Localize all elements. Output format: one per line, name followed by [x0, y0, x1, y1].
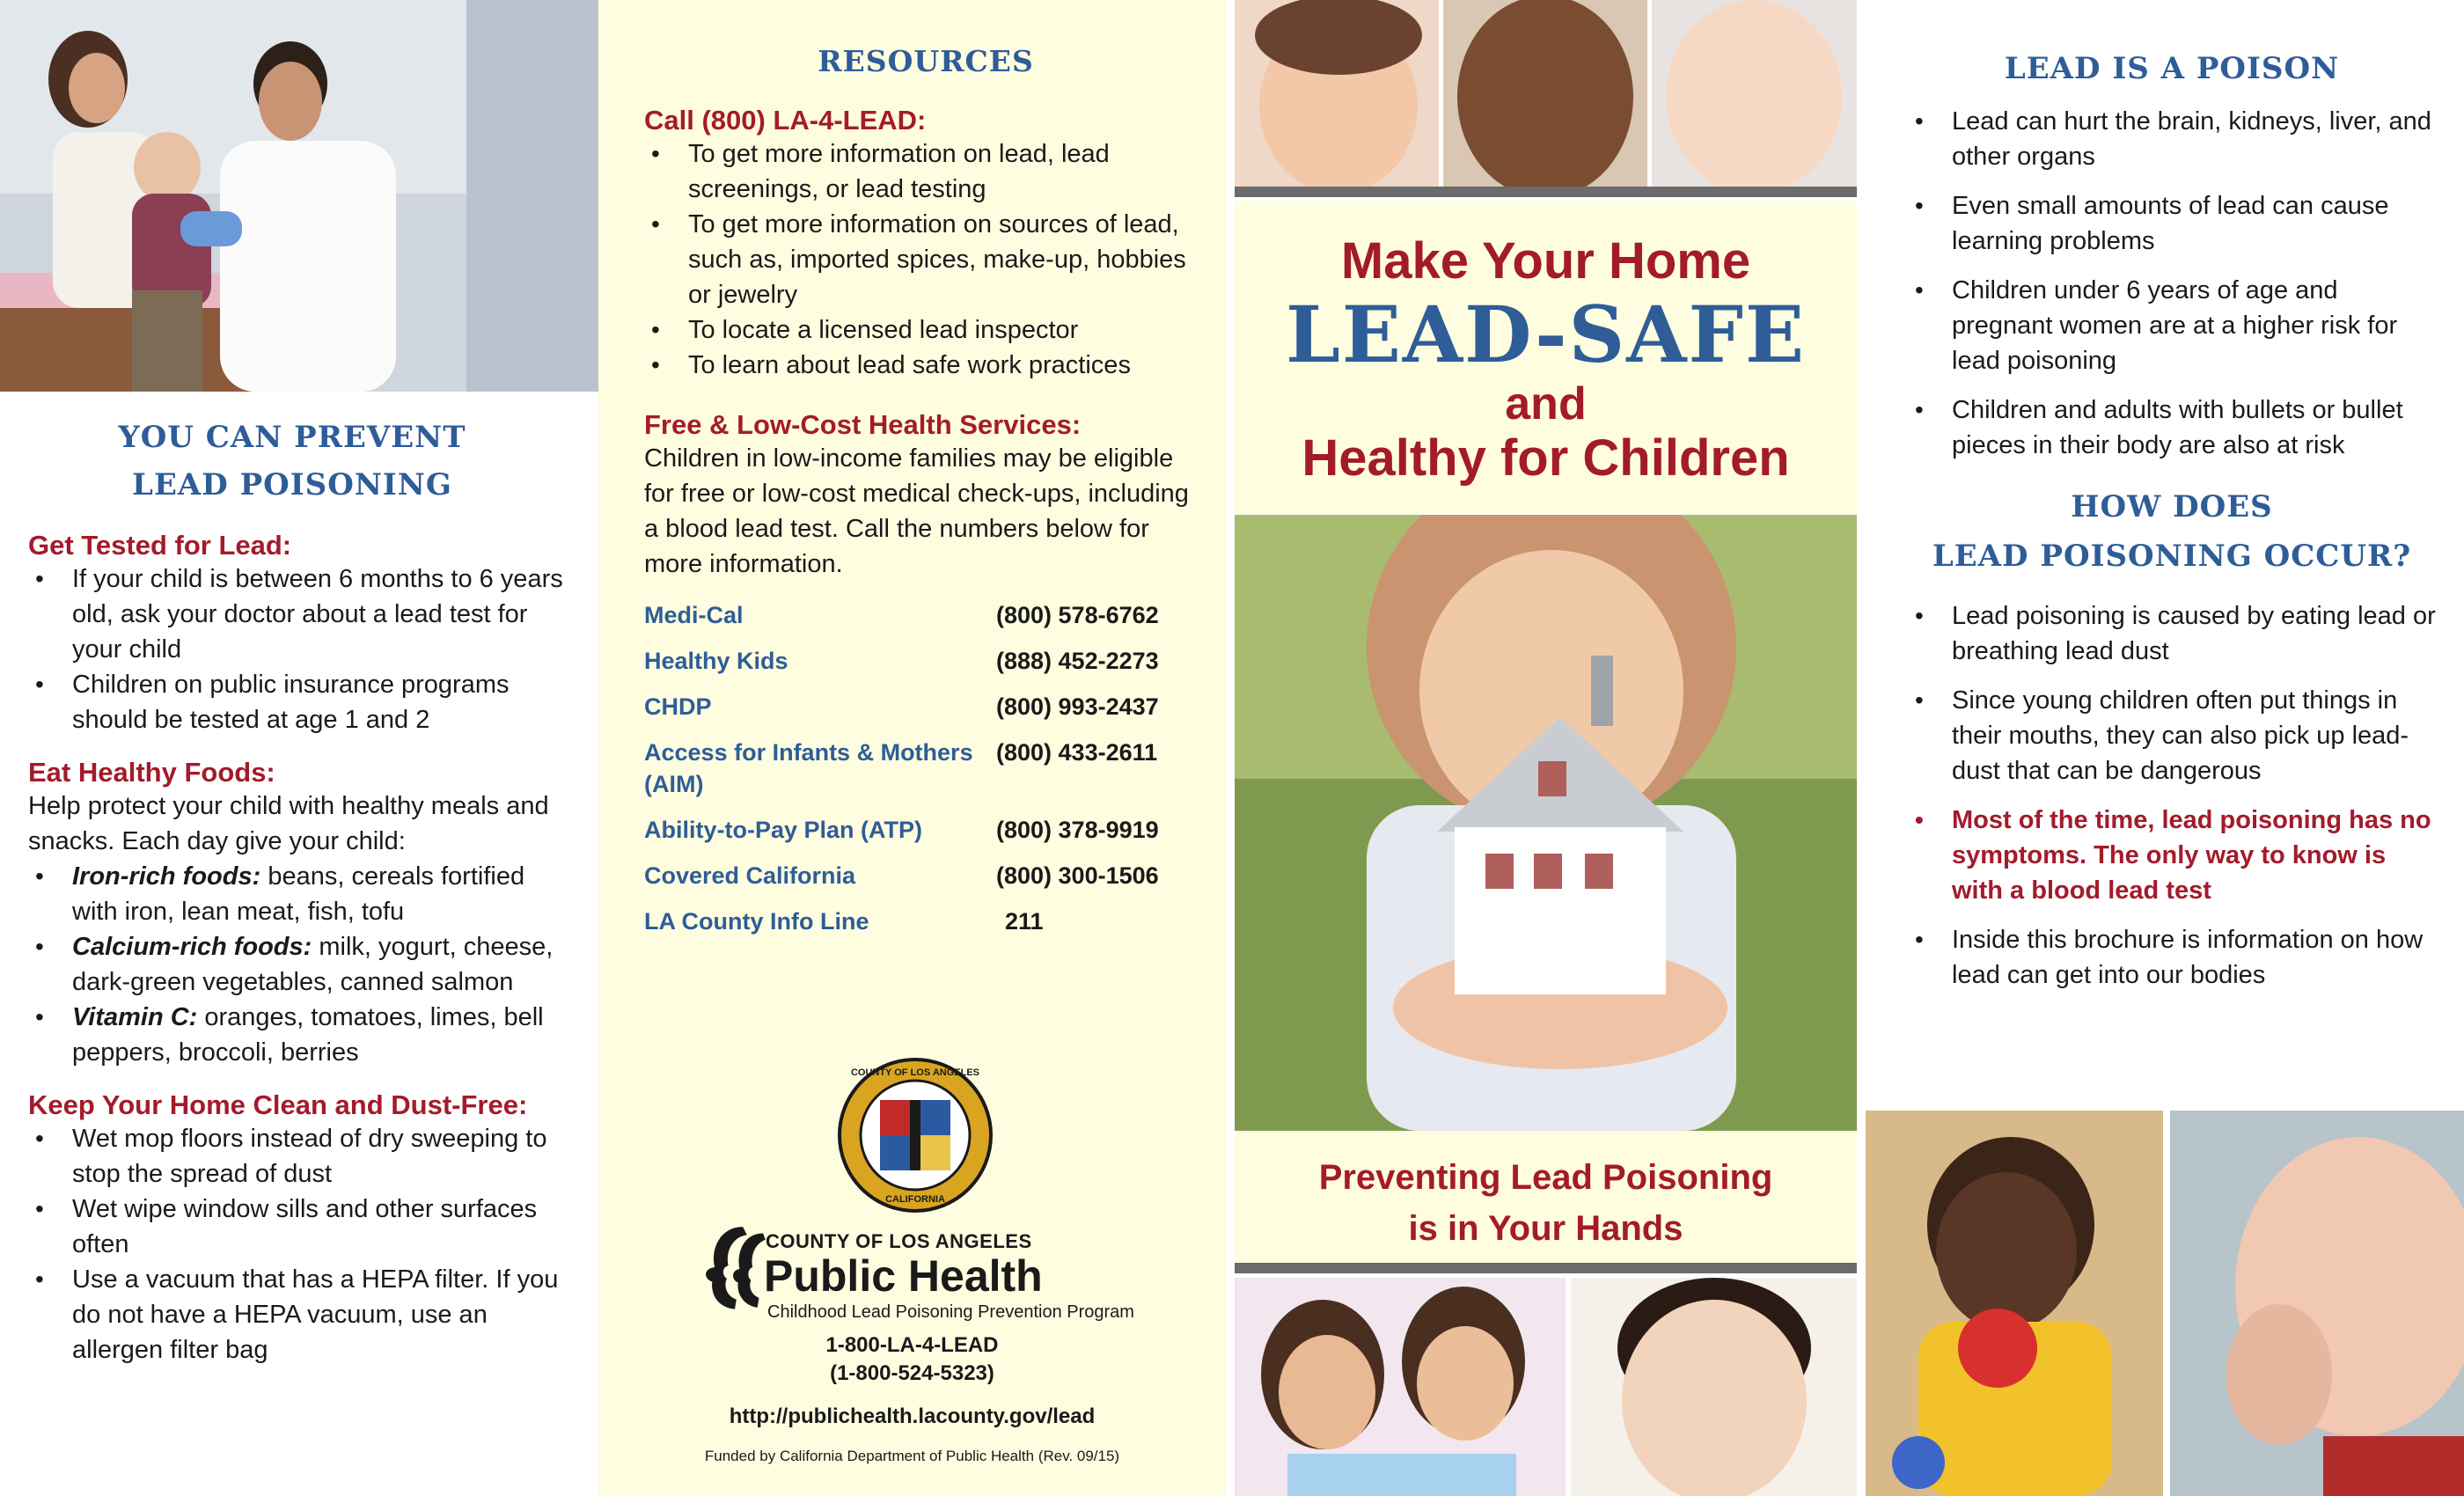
doctor-child-photo [0, 0, 598, 392]
prevent-content [28, 414, 574, 1368]
prevent-heading-line1: YOU CAN PREVENT [118, 420, 466, 455]
title-and: and [1505, 378, 1587, 429]
public-health-logo [686, 1214, 1179, 1320]
program-name: Medi-Cal [644, 602, 744, 628]
list-item: • To get more information on sources of lead, such as, imported spices, make-up, hobbies or jewelry [644, 207, 1207, 312]
list-item: • Children under 6 years of age and pregnant women are at a higher risk for lead poisoning [1908, 273, 2436, 378]
phone-number: (800) 300-1506 [996, 862, 1159, 889]
health-services-text: Children in low-income families may be eligible for free or low-cost medical check-ups, including a blood lead test. Call the numbers below for more information. [644, 444, 1189, 578]
food-label: Calcium-rich foods: [72, 933, 312, 961]
title-line3: Healthy for Children [1302, 429, 1790, 487]
list-item: • Wet mop floors instead of dry sweeping to stop the spread of dust [28, 1121, 574, 1192]
call-title: Call (800) LA-4-LEAD: [644, 105, 927, 136]
title-box [1235, 201, 1857, 513]
list-item: • To locate a licensed lead inspector [644, 312, 1207, 348]
list-item: • Children and adults with bullets or bullet pieces in their body are also at risk [1908, 392, 2436, 463]
list-item: • To learn about lead safe work practices [644, 348, 1207, 383]
food-text: milk, yogurt, cheese, dark-green vegetables, canned salmon [72, 933, 554, 996]
list-item: • Lead can hurt the brain, kidneys, liver, and other organs [1908, 104, 2436, 174]
table-row [644, 638, 1207, 684]
table-row [644, 853, 1207, 898]
panel-prevent [0, 0, 598, 1496]
list-item [28, 1000, 574, 1070]
divider-bottom [1235, 1263, 1857, 1273]
phone-table [644, 592, 1207, 944]
keep-clean-title: Keep Your Home Clean and Dust-Free: [28, 1089, 528, 1120]
table-row [644, 898, 1207, 944]
hands-box [1235, 1131, 1857, 1263]
hands-line2: is in Your Hands [1408, 1209, 1683, 1248]
list-item: • Wet wipe window sills and other surfaces often [28, 1192, 574, 1262]
occur-heading-line2: LEAD POISONING OCCUR? [1932, 539, 2412, 574]
funded-note: Funded by California Department of Public Health (Rev. 09/15) [704, 1448, 1120, 1464]
panel-resources [598, 0, 1226, 1496]
poison-heading: LEAD IS A POISON [2004, 51, 2340, 86]
hands-line1: Preventing Lead Poisoning [1318, 1158, 1773, 1197]
toddlers-photo [1866, 1111, 2464, 1496]
logo-name: Public Health [764, 1251, 1043, 1301]
phone-number: (800) 378-9919 [996, 817, 1159, 843]
food-label: Vitamin C: [72, 1003, 198, 1031]
county-seal [836, 1056, 994, 1214]
table-row [644, 684, 1207, 730]
child-house-photo [1235, 515, 1857, 1131]
seal-top-text: COUNTY OF LOS ANGELES [850, 1067, 980, 1078]
lead-url-link[interactable]: http://publichealth.lacounty.gov/lead [729, 1404, 1096, 1428]
eat-healthy-title: Eat Healthy Foods: [28, 757, 275, 788]
logo-county: COUNTY OF LOS ANGELES [766, 1230, 1032, 1252]
get-tested-title: Get Tested for Lead: [28, 530, 292, 561]
babies-photo-top [1235, 0, 1857, 187]
program-name: Ability-to-Pay Plan (ATP) [644, 817, 923, 843]
phone-line-2: (1-800-524-5323) [830, 1361, 994, 1385]
table-row [644, 807, 1207, 853]
poison-content [1908, 51, 2436, 1007]
call-list [644, 136, 1207, 383]
phone-number: (800) 433-2611 [996, 739, 1158, 766]
list-item-warning: • Most of the time, lead poisoning has no symptoms. The only way to know is with a blood lead test [1908, 803, 2436, 908]
logo-program: Childhood Lead Poisoning Prevention Program [767, 1302, 1134, 1322]
panel-poison [1866, 0, 2464, 1496]
occur-heading [1908, 482, 2436, 581]
list-item: • Children on public insurance programs should be tested at age 1 and 2 [28, 667, 574, 737]
phone-number: (800) 993-2437 [996, 693, 1159, 720]
panel-cover [1226, 0, 1866, 1496]
list-item [28, 859, 574, 929]
prevent-heading-line2: LEAD POISONING [132, 467, 452, 502]
list-item: • Use a vacuum that has a HEPA filter. If you do not have a HEPA vacuum, use an allergen filter bag [28, 1262, 574, 1368]
children-photo-bottom [1235, 1278, 1857, 1496]
program-name: LA County Info Line [644, 908, 869, 935]
get-tested-list [28, 561, 574, 737]
seal-bottom-text: CALIFORNIA [885, 1194, 945, 1205]
phone-line-1: 1-800-LA-4-LEAD [825, 1333, 999, 1357]
poison-list [1908, 104, 2436, 463]
title-lead-safe: LEAD-SAFE [1285, 289, 1807, 380]
prevent-heading [28, 414, 556, 509]
table-row [644, 592, 1207, 638]
program-name: Access for Infants & Mothers (AIM) [644, 739, 973, 797]
title-line1: Make Your Home [1340, 232, 1751, 290]
health-services-title: Free & Low-Cost Health Services: [644, 409, 1082, 440]
program-name: CHDP [644, 693, 712, 720]
list-item: • Inside this brochure is information on how lead can get into our bodies [1908, 922, 2436, 993]
list-item: • Since young children often put things in their mouths, they can also pick up lead-dust that can be dangerous [1908, 683, 2436, 788]
food-text: oranges, tomatoes, limes, bell peppers, broccoli, berries [72, 1003, 544, 1067]
program-name: Healthy Kids [644, 648, 788, 674]
divider-top [1235, 187, 1857, 197]
resources-content [644, 44, 1207, 944]
phone-number: (888) 452-2273 [996, 648, 1159, 674]
list-item [28, 929, 574, 1000]
list-item: • Lead poisoning is caused by eating lead or breathing lead dust [1908, 598, 2436, 669]
food-label: Iron-rich foods: [72, 862, 261, 891]
list-item: • Even small amounts of lead can cause learning problems [1908, 188, 2436, 259]
eat-healthy-intro: Help protect your child with healthy meals and snacks. Each day give your child: [28, 792, 549, 855]
table-row [644, 730, 1207, 807]
phone-number: (800) 578-6762 [996, 602, 1159, 628]
food-text: beans, cereals fortified with iron, lean meat, fish, tofu [72, 862, 525, 926]
occur-heading-line1: HOW DOES [2071, 489, 2273, 524]
occur-list [1908, 598, 2436, 993]
resources-heading: RESOURCES [818, 44, 1034, 78]
program-name: Covered California [644, 862, 856, 889]
phone-number: 211 [1005, 908, 1044, 935]
keep-clean-list [28, 1121, 574, 1368]
list-item: • If your child is between 6 months to 6 years old, ask your doctor about a lead test for your child [28, 561, 574, 667]
eat-healthy-list [28, 859, 574, 1070]
list-item: • To get more information on lead, lead screenings, or lead testing [644, 136, 1207, 207]
